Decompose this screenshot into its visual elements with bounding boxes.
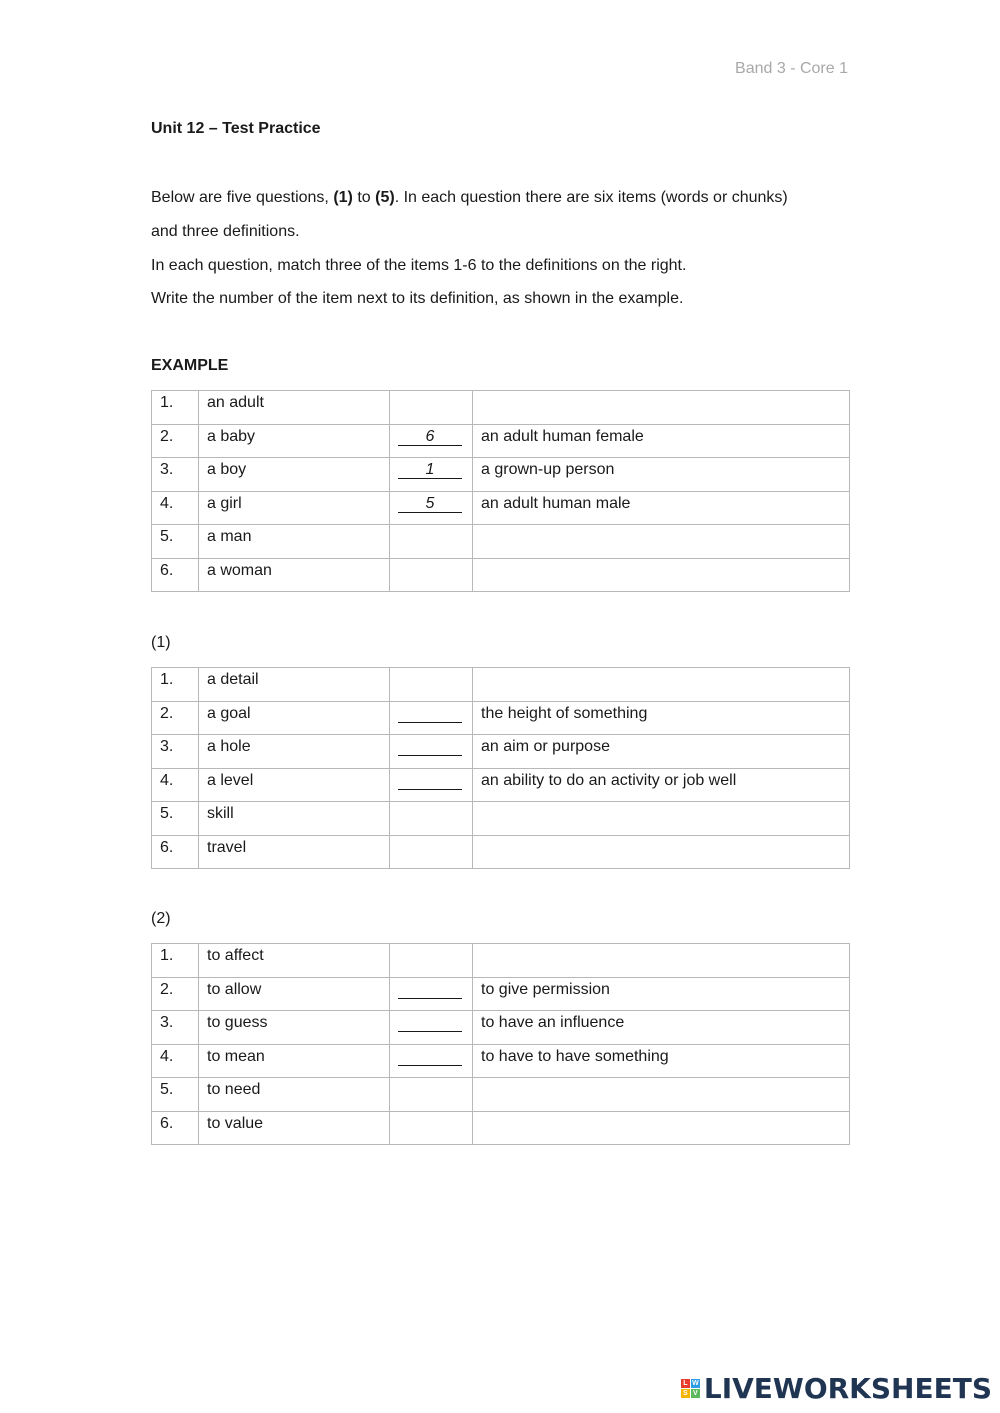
logo-mark-tile: V: [691, 1389, 700, 1398]
answer-cell: [390, 424, 473, 458]
answer-cell: [390, 835, 473, 869]
section-label-2: (2): [151, 910, 171, 927]
instruction-bold: (5): [375, 189, 395, 206]
answer-cell: [390, 525, 473, 559]
table-row: [152, 391, 850, 425]
item-number: 3.: [152, 458, 199, 492]
answer-cell: [390, 944, 473, 978]
item-number: 1.: [152, 944, 199, 978]
table-row: [152, 1044, 850, 1078]
definition-text: [473, 1078, 850, 1112]
definition-text: [473, 391, 850, 425]
liveworksheets-logo: [681, 1372, 992, 1405]
table-row: [152, 458, 850, 492]
instruction-line-4: Write the number of the item next to its definition, as shown in the example.: [151, 290, 684, 307]
item-text: a hole: [199, 735, 390, 769]
instruction-bold: (1): [333, 189, 353, 206]
item-number: 6.: [152, 835, 199, 869]
section-label-example: EXAMPLE: [151, 357, 229, 374]
instruction-line-1: [151, 188, 788, 208]
item-text: a level: [199, 768, 390, 802]
question-2-table: [151, 943, 850, 1145]
table-row: [152, 701, 850, 735]
item-text: to allow: [199, 977, 390, 1011]
item-number: 2.: [152, 977, 199, 1011]
definition-text: an adult human female: [473, 424, 850, 458]
item-number: 6.: [152, 1111, 199, 1145]
item-text: to need: [199, 1078, 390, 1112]
definition-text: [473, 944, 850, 978]
answer-blank[interactable]: [398, 1048, 462, 1066]
item-text: to value: [199, 1111, 390, 1145]
table-row: [152, 735, 850, 769]
item-text: a boy: [199, 458, 390, 492]
logo-mark-icon: [681, 1379, 700, 1398]
item-number: 3.: [152, 1011, 199, 1045]
table-row: [152, 668, 850, 702]
answer-cell: [390, 701, 473, 735]
item-text: a baby: [199, 424, 390, 458]
instruction-text: Below are five questions,: [151, 189, 334, 206]
definition-text: [473, 668, 850, 702]
item-text: skill: [199, 802, 390, 836]
item-text: a girl: [199, 491, 390, 525]
item-text: a woman: [199, 558, 390, 592]
definition-text: to have an influence: [473, 1011, 850, 1045]
definition-text: to give permission: [473, 977, 850, 1011]
item-text: a detail: [199, 668, 390, 702]
item-number: 6.: [152, 558, 199, 592]
instruction-line-3: In each question, match three of the items 1-6 to the definitions on the right.: [151, 257, 687, 274]
definition-text: [473, 802, 850, 836]
item-number: 4.: [152, 1044, 199, 1078]
table-row: [152, 1111, 850, 1145]
answer-blank[interactable]: 1: [398, 461, 462, 479]
table-row: [152, 424, 850, 458]
item-number: 5.: [152, 525, 199, 559]
item-number: 4.: [152, 768, 199, 802]
answer-blank[interactable]: [398, 772, 462, 790]
answer-cell: [390, 1111, 473, 1145]
answer-cell: [390, 977, 473, 1011]
table-row: [152, 1011, 850, 1045]
answer-cell: [390, 1078, 473, 1112]
definition-text: [473, 525, 850, 559]
answer-cell: [390, 491, 473, 525]
table-row: [152, 835, 850, 869]
answer-cell: [390, 391, 473, 425]
logo-mark-tile: S: [681, 1389, 690, 1398]
definition-text: [473, 1111, 850, 1145]
answer-blank[interactable]: [398, 738, 462, 756]
item-number: 3.: [152, 735, 199, 769]
item-number: 5.: [152, 1078, 199, 1112]
answer-blank[interactable]: 5: [398, 495, 462, 513]
answer-cell: [390, 768, 473, 802]
instruction-line-2: and three definitions.: [151, 223, 300, 240]
item-number: 4.: [152, 491, 199, 525]
page-title: Unit 12 – Test Practice: [151, 120, 321, 137]
answer-cell: [390, 668, 473, 702]
item-number: 1.: [152, 668, 199, 702]
item-number: 1.: [152, 391, 199, 425]
definition-text: a grown-up person: [473, 458, 850, 492]
definition-text: an aim or purpose: [473, 735, 850, 769]
logo-mark-tile: L: [681, 1379, 690, 1388]
item-text: travel: [199, 835, 390, 869]
logo-text: LIVEWORKSHEETS: [703, 1372, 992, 1405]
answer-cell: [390, 735, 473, 769]
table-row: [152, 802, 850, 836]
answer-blank[interactable]: [398, 705, 462, 723]
table-row: [152, 1078, 850, 1112]
answer-cell: [390, 802, 473, 836]
table-row: [152, 491, 850, 525]
header-band-label: Band 3 - Core 1: [735, 60, 848, 77]
item-number: 5.: [152, 802, 199, 836]
answer-blank[interactable]: [398, 981, 462, 999]
instruction-text: . In each question there are six items (words or chunks): [394, 189, 788, 206]
item-text: a man: [199, 525, 390, 559]
item-text: a goal: [199, 701, 390, 735]
section-label-1: (1): [151, 634, 171, 651]
answer-blank[interactable]: [398, 1014, 462, 1032]
item-text: an adult: [199, 391, 390, 425]
item-text: to guess: [199, 1011, 390, 1045]
definition-text: the height of something: [473, 701, 850, 735]
table-row: [152, 768, 850, 802]
table-row: [152, 977, 850, 1011]
item-text: to mean: [199, 1044, 390, 1078]
question-1-table: [151, 667, 850, 869]
definition-text: an adult human male: [473, 491, 850, 525]
definition-text: [473, 558, 850, 592]
table-row: [152, 944, 850, 978]
answer-cell: [390, 1011, 473, 1045]
answer-cell: [390, 558, 473, 592]
definition-text: [473, 835, 850, 869]
logo-mark-tile: W: [692, 1380, 699, 1387]
answer-blank[interactable]: 6: [398, 428, 462, 446]
item-number: 2.: [152, 424, 199, 458]
answer-cell: [390, 458, 473, 492]
definition-text: to have to have something: [473, 1044, 850, 1078]
item-text: to affect: [199, 944, 390, 978]
table-row: [152, 558, 850, 592]
example-table: [151, 390, 850, 592]
answer-cell: [390, 1044, 473, 1078]
table-row: [152, 525, 850, 559]
instruction-text: to: [352, 189, 376, 206]
item-number: 2.: [152, 701, 199, 735]
definition-text: an ability to do an activity or job well: [473, 768, 850, 802]
